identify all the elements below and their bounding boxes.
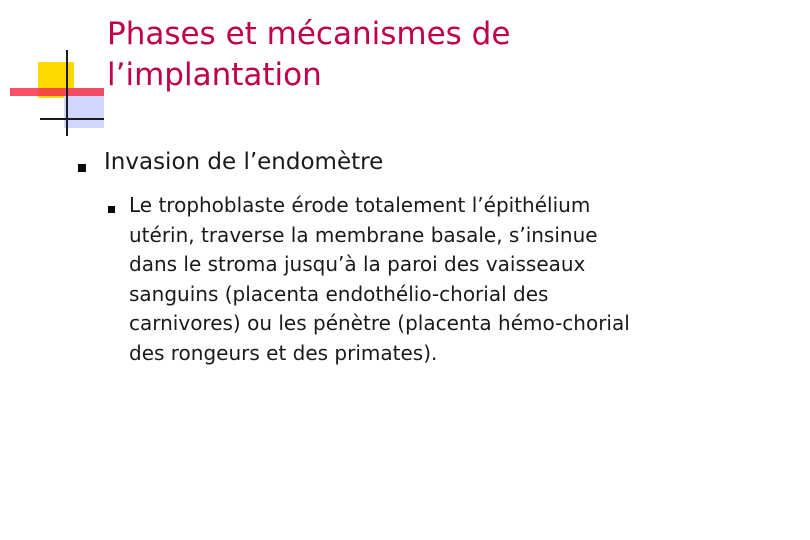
vertical-line	[66, 50, 68, 136]
slide-title	[107, 14, 787, 96]
title-line-1: Phases et mécanismes de	[107, 16, 511, 52]
slide-logo-decoration	[0, 0, 110, 140]
bullet-line: Le trophoblaste érode totalement l’épithélium	[129, 193, 591, 217]
bullet-line: des rongeurs et des primates).	[129, 340, 438, 365]
square-bullet-icon	[78, 164, 86, 172]
red-bar	[10, 88, 104, 96]
bullet-line: carnivores) ou les pénètre (placenta hémo-chorial	[129, 311, 630, 335]
bullet-line: utérin, traverse la membrane basale, s’insinue	[129, 222, 598, 247]
bullet-line: sanguins (placenta endothélio-chorial des	[129, 281, 549, 306]
bullet-level-1: Invasion de l’endomètre	[104, 149, 384, 175]
square-bullet-icon	[108, 206, 115, 213]
title-line-2: l’implantation	[107, 57, 322, 93]
bullet-level-2	[129, 191, 789, 368]
horizontal-line	[40, 118, 104, 120]
bullet-line: dans le stroma jusqu’à la paroi des vaisseaux	[129, 252, 586, 276]
